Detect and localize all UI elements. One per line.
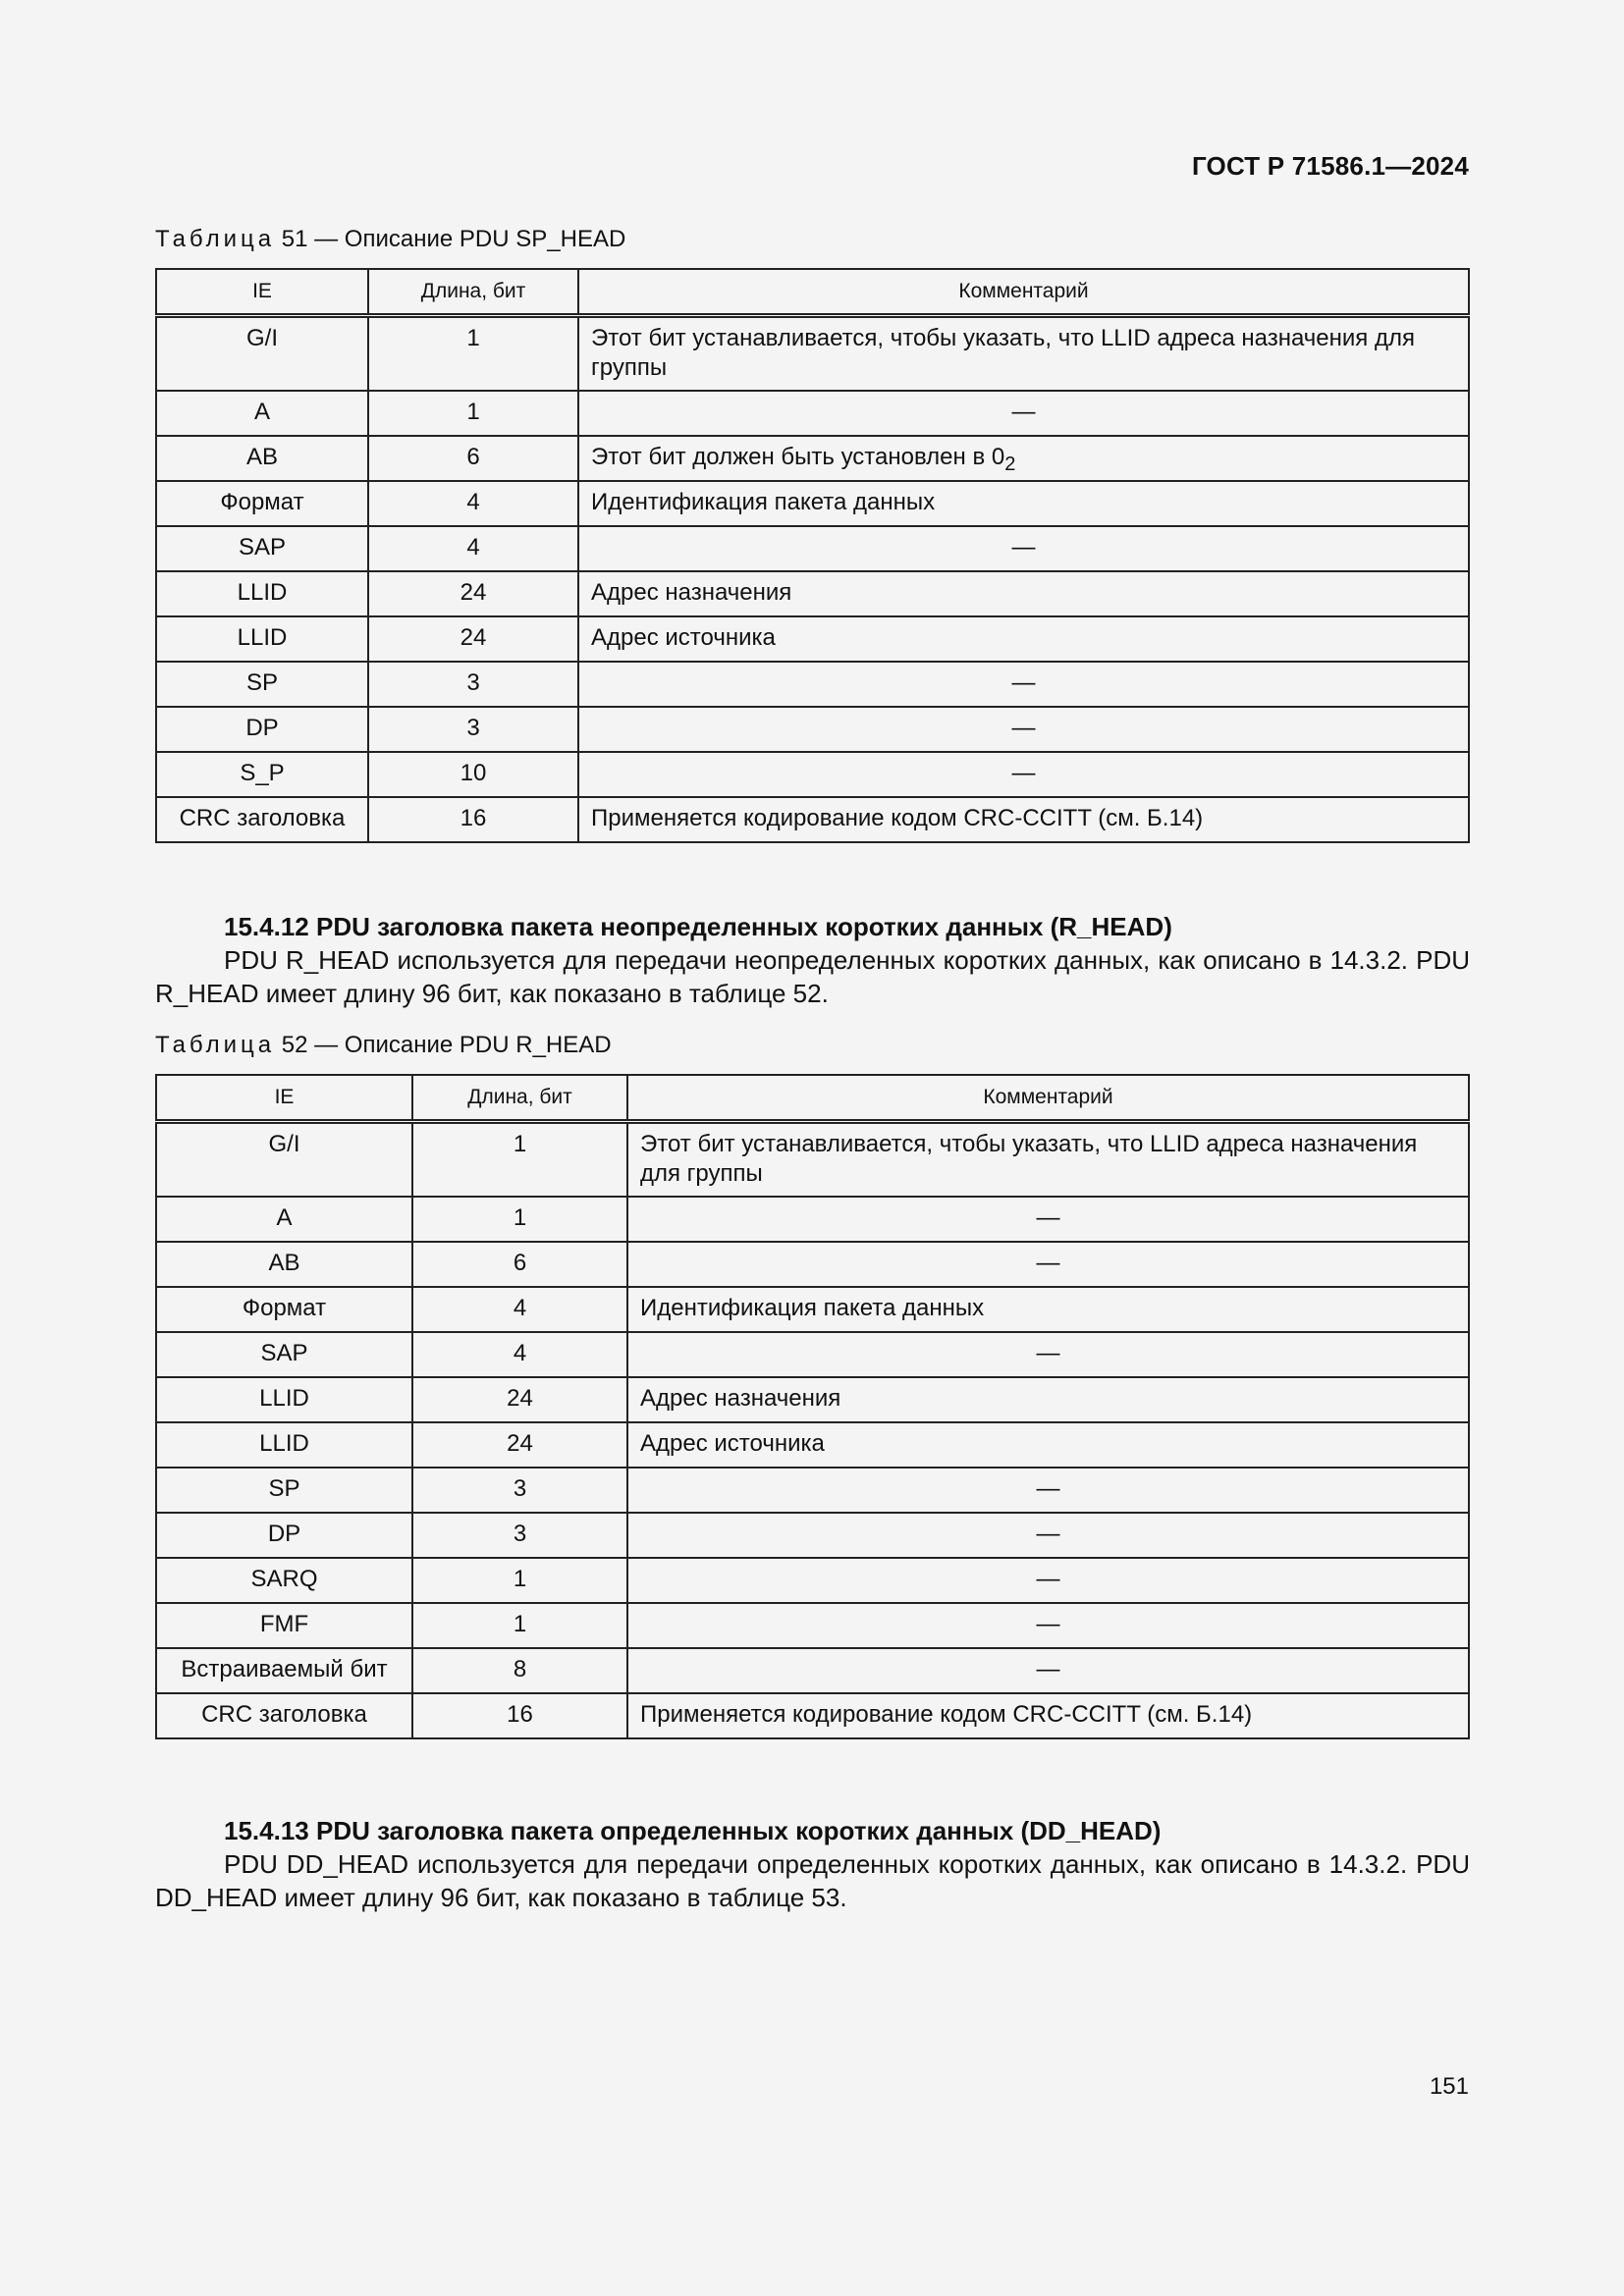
table-row: [156, 662, 1469, 707]
comment-text: Идентификация пакета данных: [591, 488, 936, 515]
document-id: ГОСТ Р 71586.1—2024: [1191, 151, 1469, 181]
comment-text: Адрес источника: [591, 623, 776, 651]
cell-ie: LLID: [156, 1377, 412, 1422]
column-header-length: Длина, бит: [368, 269, 578, 316]
caption-title: 52 — Описание PDU R_HEAD: [275, 1032, 612, 1058]
column-header-ie: IE: [156, 269, 368, 316]
comment-text: —: [1036, 1339, 1060, 1366]
comment-text: —: [1036, 1655, 1060, 1682]
table-row: [156, 1513, 1469, 1558]
cell-ie: LLID: [156, 1422, 412, 1468]
cell-comment: [627, 1287, 1469, 1332]
cell-comment: [578, 616, 1469, 662]
cell-ie: SP: [156, 1468, 412, 1513]
cell-ie: Встраиваемый бит: [156, 1648, 412, 1693]
table-row: [156, 1197, 1469, 1242]
table-row: [156, 1603, 1469, 1648]
cell-ie: FMF: [156, 1603, 412, 1648]
comment-text: —: [1036, 1520, 1060, 1547]
table-row: [156, 1468, 1469, 1513]
cell-comment: [578, 316, 1469, 391]
table-row: [156, 1332, 1469, 1377]
table-row: [156, 571, 1469, 616]
cell-length: 3: [412, 1513, 627, 1558]
table-51: [155, 268, 1470, 843]
comment-text: —: [1036, 1249, 1060, 1276]
cell-length: 4: [368, 526, 578, 571]
section-heading: 15.4.12 PDU заголовка пакета неопределенных коротких данных (R_HEAD): [224, 912, 1172, 941]
cell-ie: A: [156, 1197, 412, 1242]
column-header-comment: Комментарий: [578, 269, 1469, 316]
cell-length: 3: [368, 707, 578, 752]
cell-comment: [627, 1558, 1469, 1603]
section-paragraph: PDU R_HEAD используется для передачи неопределенных коротких данных, как описано в 14.3.2. PDU R_HEAD имеет длину 96 бит, как показано в таблице 52.: [155, 945, 1470, 1008]
cell-ie: SP: [156, 662, 368, 707]
comment-text: —: [1036, 1203, 1060, 1231]
cell-ie: G/I: [156, 1122, 412, 1197]
cell-length: 4: [368, 481, 578, 526]
comment-text: Идентификация пакета данных: [640, 1294, 985, 1321]
comment-text: Этот бит устанавливается, чтобы указать, что LLID адреса назначения для группы: [640, 1131, 1418, 1187]
cell-comment: [578, 662, 1469, 707]
cell-comment: [627, 1603, 1469, 1648]
cell-length: 3: [412, 1468, 627, 1513]
cell-length: 10: [368, 752, 578, 797]
table-row: [156, 391, 1469, 436]
comment-text: —: [1011, 398, 1036, 425]
comment-text: —: [1011, 759, 1036, 786]
cell-ie: DP: [156, 1513, 412, 1558]
cell-comment: [627, 1197, 1469, 1242]
table-row: [156, 526, 1469, 571]
cell-comment: [627, 1377, 1469, 1422]
cell-length: 1: [412, 1197, 627, 1242]
cell-length: 24: [368, 571, 578, 616]
cell-comment: [578, 752, 1469, 797]
comment-text: Этот бит устанавливается, чтобы указать, что LLID адреса назначения для группы: [591, 325, 1415, 381]
comment-text: —: [1036, 1610, 1060, 1637]
table-header-row: [156, 1075, 1469, 1122]
cell-comment: [627, 1513, 1469, 1558]
cell-comment: [627, 1648, 1469, 1693]
cell-ie: S_P: [156, 752, 368, 797]
cell-ie: Формат: [156, 1287, 412, 1332]
table-row: [156, 797, 1469, 842]
cell-ie: AB: [156, 436, 368, 481]
cell-comment: [578, 571, 1469, 616]
cell-length: 6: [412, 1242, 627, 1287]
table-row: [156, 1648, 1469, 1693]
section-paragraph: PDU DD_HEAD используется для передачи определенных коротких данных, как описано в 14.3.2. PDU DD_HEAD имеет длину 96 бит, как показано в таблице 53.: [155, 1849, 1470, 1912]
cell-comment: [627, 1468, 1469, 1513]
column-header-ie: IE: [156, 1075, 412, 1122]
cell-comment: [627, 1122, 1469, 1197]
table-row: [156, 1558, 1469, 1603]
cell-ie: SAP: [156, 1332, 412, 1377]
page-number: 151: [1429, 2073, 1469, 2100]
comment-text: —: [1011, 668, 1036, 696]
cell-comment: [578, 797, 1469, 842]
cell-length: 3: [368, 662, 578, 707]
cell-length: 1: [412, 1558, 627, 1603]
table-52: [155, 1074, 1470, 1739]
cell-comment: [578, 436, 1469, 481]
table-row: [156, 481, 1469, 526]
comment-text: —: [1036, 1474, 1060, 1502]
cell-length: 4: [412, 1287, 627, 1332]
cell-ie: G/I: [156, 316, 368, 391]
comment-text: Применяется кодирование кодом CRC-CCITT (см. Б.14): [591, 804, 1204, 831]
comment-text: —: [1036, 1565, 1060, 1592]
cell-ie: SARQ: [156, 1558, 412, 1603]
cell-length: 16: [368, 797, 578, 842]
cell-ie: DP: [156, 707, 368, 752]
table-51-caption: [155, 226, 625, 253]
table-row: [156, 1287, 1469, 1332]
cell-comment: [627, 1693, 1469, 1738]
table-row: [156, 752, 1469, 797]
table-row: [156, 1422, 1469, 1468]
caption-prefix: Таблица: [155, 1032, 276, 1058]
cell-length: 24: [368, 616, 578, 662]
cell-comment: [578, 481, 1469, 526]
section-15-4-13: [155, 1814, 1470, 1914]
comment-text: Адрес назначения: [591, 578, 792, 606]
cell-comment: [627, 1242, 1469, 1287]
cell-ie: LLID: [156, 571, 368, 616]
cell-comment: [578, 391, 1469, 436]
cell-length: 1: [368, 391, 578, 436]
cell-ie: CRC заголовка: [156, 797, 368, 842]
cell-length: 8: [412, 1648, 627, 1693]
comment-text: Этот бит должен быть установлен в 0: [591, 443, 1005, 470]
comment-text: —: [1011, 533, 1036, 561]
cell-length: 6: [368, 436, 578, 481]
cell-length: 1: [412, 1122, 627, 1197]
table-row: [156, 1122, 1469, 1197]
table-row: [156, 1693, 1469, 1738]
cell-ie: CRC заголовка: [156, 1693, 412, 1738]
cell-ie: LLID: [156, 616, 368, 662]
cell-comment: [578, 526, 1469, 571]
comment-subscript: 2: [1004, 453, 1016, 475]
comment-text: Применяется кодирование кодом CRC-CCITT (см. Б.14): [640, 1700, 1253, 1728]
comment-text: —: [1011, 714, 1036, 741]
cell-length: 24: [412, 1377, 627, 1422]
comment-text: Адрес назначения: [640, 1384, 841, 1412]
cell-length: 4: [412, 1332, 627, 1377]
section-15-4-12: [155, 910, 1470, 1010]
table-52-caption: [155, 1032, 612, 1059]
column-header-comment: Комментарий: [627, 1075, 1469, 1122]
cell-ie: SAP: [156, 526, 368, 571]
cell-comment: [627, 1332, 1469, 1377]
table-row: [156, 316, 1469, 391]
table-header-row: [156, 269, 1469, 316]
table-row: [156, 436, 1469, 481]
cell-ie: A: [156, 391, 368, 436]
cell-length: 1: [368, 316, 578, 391]
cell-length: 16: [412, 1693, 627, 1738]
cell-comment: [627, 1422, 1469, 1468]
comment-text: Адрес источника: [640, 1429, 825, 1457]
table-row: [156, 707, 1469, 752]
cell-ie: AB: [156, 1242, 412, 1287]
table-row: [156, 616, 1469, 662]
table-row: [156, 1377, 1469, 1422]
table-row: [156, 1242, 1469, 1287]
section-heading: 15.4.13 PDU заголовка пакета определенных коротких данных (DD_HEAD): [224, 1816, 1162, 1845]
cell-length: 24: [412, 1422, 627, 1468]
cell-length: 1: [412, 1603, 627, 1648]
cell-ie: Формат: [156, 481, 368, 526]
cell-comment: [578, 707, 1469, 752]
caption-title: 51 — Описание PDU SP_HEAD: [275, 226, 626, 252]
caption-prefix: Таблица: [155, 226, 276, 252]
column-header-length: Длина, бит: [412, 1075, 627, 1122]
